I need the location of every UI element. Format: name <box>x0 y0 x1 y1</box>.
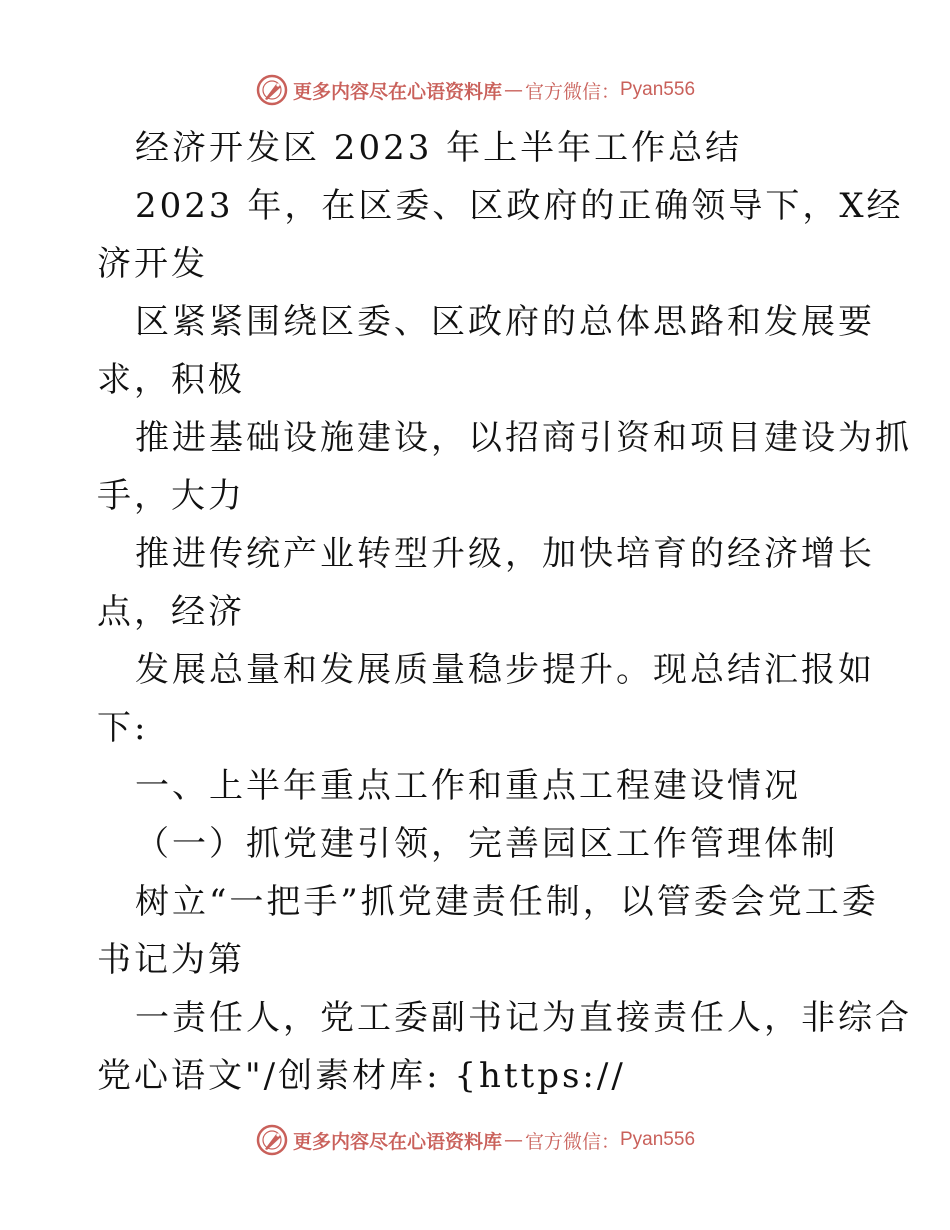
banner-main-text: 更多内容尽在心语资料库 <box>292 80 502 103</box>
paragraph-line: 2023 年，在区委、区政府的正确领导下，X经 <box>135 186 904 226</box>
paragraph-line: 党心语文"/创素材库: {https:// <box>97 1056 626 1096</box>
header-watermark-banner <box>0 70 950 110</box>
banner-main-text: 更多内容尽在心语资料库 <box>292 1130 502 1153</box>
pen-nib-circle-icon <box>255 1123 289 1157</box>
paragraph-line: 求，积极 <box>97 360 245 400</box>
footer-watermark-banner <box>0 1120 950 1160</box>
pen-nib-circle-icon <box>255 73 289 107</box>
banner-wechat-id: Pyan556 <box>620 1129 696 1150</box>
paragraph-line: 推进传统产业转型升级，加快培育的经济增长 <box>135 534 875 574</box>
paragraph-line: 树立“一把手”抓党建责任制，以管委会党工委 <box>135 882 879 922</box>
paragraph-line: 推进基础设施建设，以招商引资和项目建设为抓 <box>135 418 912 458</box>
paragraph-line: 下: <box>97 708 149 748</box>
paragraph-line: 手，大力 <box>97 476 245 516</box>
banner-dash: — <box>503 79 523 101</box>
paragraph-line: 区紧紧围绕区委、区政府的总体思路和发展要 <box>135 302 875 342</box>
document-title: 经济开发区 2023 年上半年工作总结 <box>135 128 743 168</box>
banner-wechat-label: 官方微信： <box>524 80 620 103</box>
banner-dash: — <box>503 1129 523 1151</box>
section-heading: 一、上半年重点工作和重点工程建设情况 <box>135 766 801 806</box>
subsection-heading: （一）抓党建引领，完善园区工作管理体制 <box>135 824 838 864</box>
paragraph-line: 济开发 <box>97 244 208 284</box>
banner-wechat-id: Pyan556 <box>620 79 696 100</box>
paragraph-line: 发展总量和发展质量稳步提升。现总结汇报如 <box>135 650 875 690</box>
paragraph-line: 一责任人，党工委副书记为直接责任人，非综合 <box>135 998 912 1038</box>
paragraph-line: 书记为第 <box>97 940 245 980</box>
banner-wechat-label: 官方微信： <box>524 1130 620 1153</box>
paragraph-line: 点，经济 <box>97 592 245 632</box>
